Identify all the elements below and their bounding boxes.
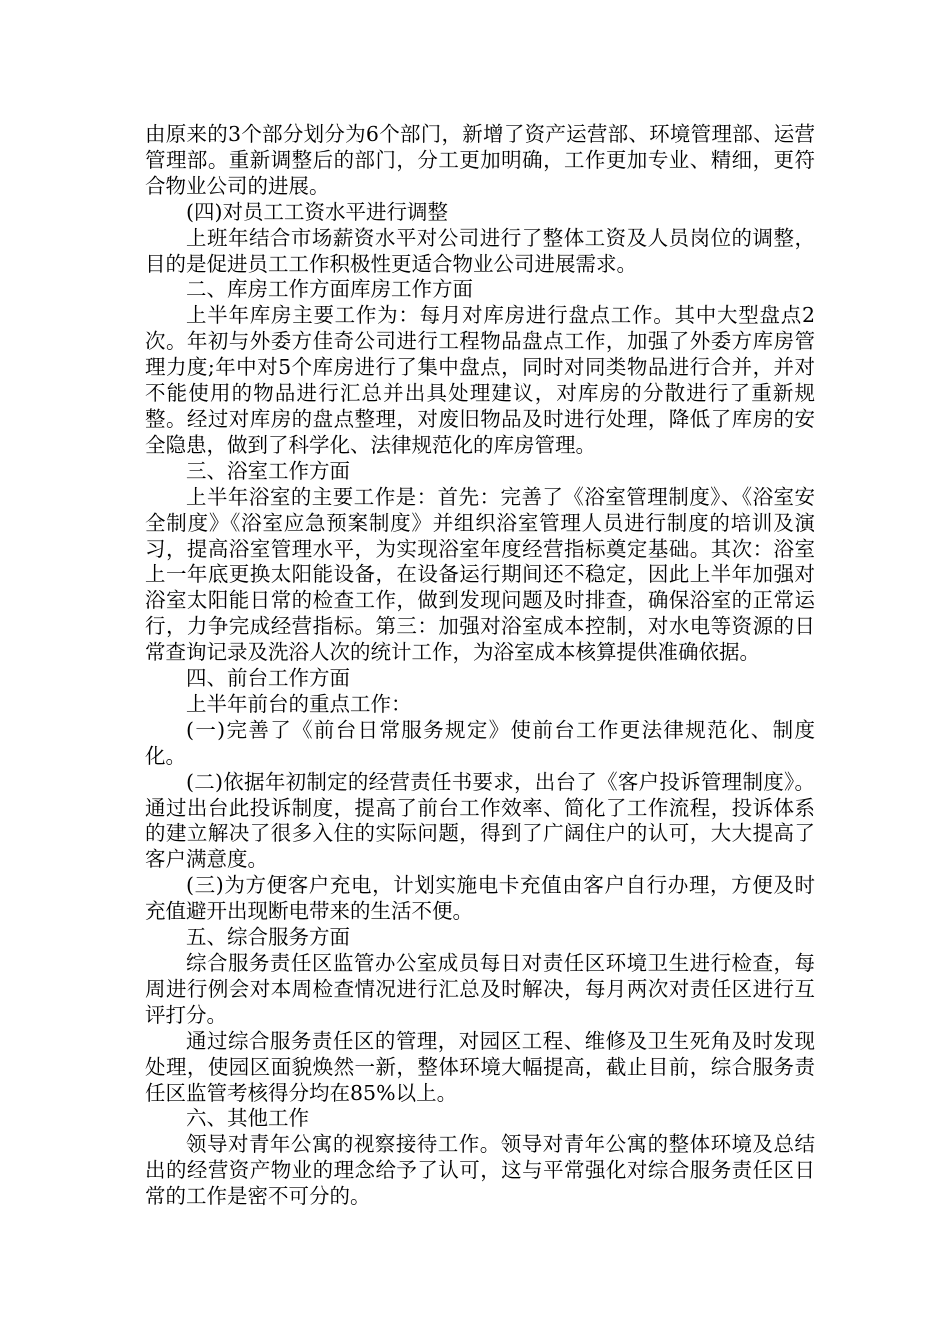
heading-salary-adjustment: (四)对员工工资水平进行调整 [186, 199, 448, 224]
paragraph-front-desk-item-3: (三)为方便客户充电，计划实施电卡充值由客户自行办理，方便及时充值避开出现断电带来的生活不便。 [145, 873, 815, 924]
heading-comprehensive-service: 五、综合服务方面 [186, 925, 350, 950]
paragraph-front-desk-item-1: (一)完善了《前台日常服务规定》使前台工作更法律规范化、制度化。 [145, 717, 815, 768]
paragraph-comprehensive-service-2: 通过综合服务责任区的管理，对园区工程、维修及卫生死角及时发现处理，使园区面貌焕然一新，整体环境大幅提高，截止目前，综合服务责任区监管考核得分均在85%以上。 [145, 1028, 815, 1105]
paragraph-front-desk-intro: 上半年前台的重点工作： [186, 691, 412, 716]
paragraph-other-work: 领导对青年公寓的视察接待工作。领导对青年公寓的整体环境及总结出的经营资产物业的理念给予了认可，这与平常强化对综合服务责任区日常的工作是密不可分的。 [145, 1132, 815, 1209]
paragraph-salary-adjustment: 上班年结合市场薪资水平对公司进行了整体工资及人员岗位的调整，目的是促进员工工作积极性更适合物业公司进展需求。 [145, 225, 815, 276]
paragraph-warehouse: 上半年库房主要工作为：每月对库房进行盘点工作。其中大型盘点2次。年初与外委方佳奇公司进行工程物品盘点工作，加强了外委方库房管理力度;年中对5个库房进行了集中盘点，同时对同类物品进行合并，并对不能使用的物品进行汇总并出具处理建议，对库房的分散进行了重新规整。经过对库房的盘点整理，对废旧物品及时进行处理，降低了库房的安全隐患，做到了科学化、法律规范化的库房管理。 [145, 303, 815, 457]
heading-warehouse: 二、库房工作方面库房工作方面 [186, 277, 473, 302]
heading-bathhouse: 三、浴室工作方面 [186, 458, 350, 483]
heading-other-work: 六、其他工作 [186, 1106, 309, 1131]
paragraph-bathhouse: 上半年浴室的主要工作是：首先：完善了《浴室管理制度》、《浴室安全制度》《浴室应急预案制度》并组织浴室管理人员进行制度的培训及演习，提高浴室管理水平，为实现浴室年度经营指标奠定基础。其次：浴室上一年底更换太阳能设备，在设备运行期间还不稳定，因此上半年加强对浴室太阳能日常的检查工作，做到发现问题及时排查，确保浴室的正常运行，力争完成经营指标。第三：加强对浴室成本控制，对水电等资源的日常查询记录及洗浴人次的统计工作，为浴室成本核算提供准确依据。 [145, 484, 815, 665]
paragraph-comprehensive-service-1: 综合服务责任区监管办公室成员每日对责任区环境卫生进行检查，每周进行例会对本周检查情况进行汇总及时解决，每月两次对责任区进行互评打分。 [145, 951, 815, 1027]
paragraph-front-desk-item-2: (二)依据年初制定的经营责任书要求，出台了《客户投诉管理制度》。通过出台此投诉制度，提高了前台工作效率、简化了工作流程，投诉体系的建立解决了很多入住的实际问题，得到了广阔住户的认可，大大提高了客户满意度。 [145, 769, 815, 872]
paragraph-departments: 由原来的3个部分划分为6个部门，新增了资产运营部、环境管理部、运营管理部。重新调整后的部门，分工更加明确，工作更加专业、精细，更符合物业公司的进展。 [145, 122, 815, 198]
heading-front-desk: 四、前台工作方面 [186, 666, 350, 691]
document-body [145, 122, 815, 1210]
